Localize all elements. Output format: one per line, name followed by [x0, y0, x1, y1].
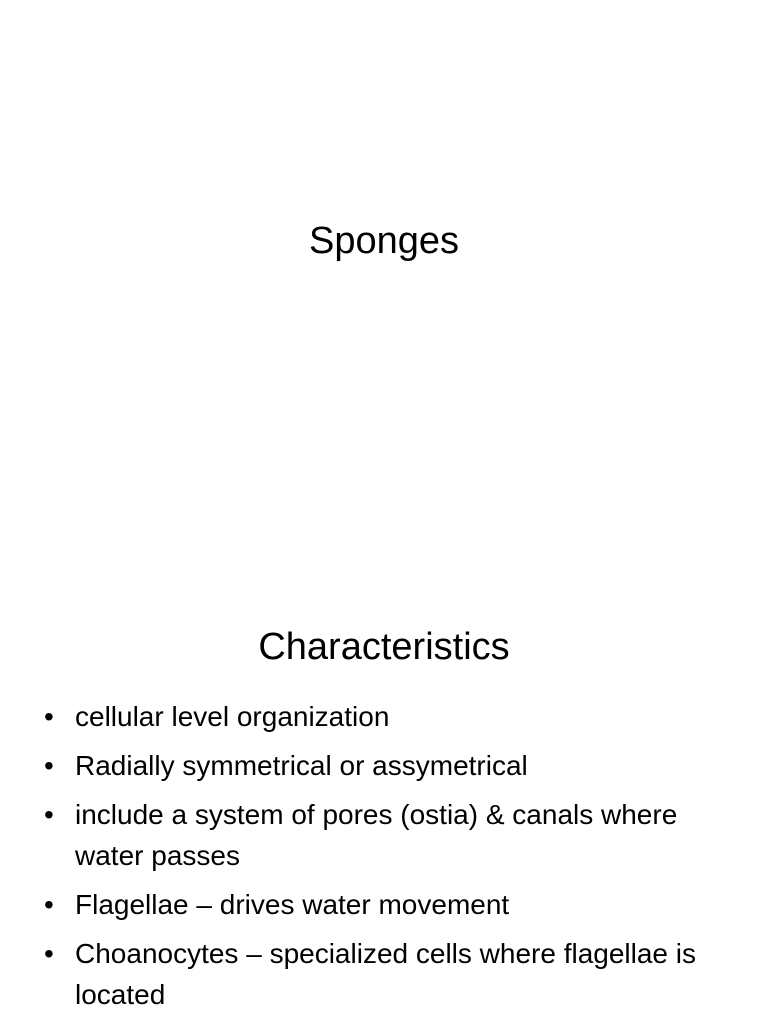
bullet-text: include a system of pores (ostia) & canals where water passes: [75, 799, 678, 871]
bullet-icon: •: [44, 750, 54, 781]
slide-title: Characteristics: [258, 626, 510, 668]
bullet-item: [44, 794, 734, 876]
bullet-icon: •: [44, 889, 54, 920]
bullet-item: [44, 884, 734, 925]
bullet-text: Radially symmetrical or assymetrical: [75, 750, 528, 781]
bullet-item: [44, 745, 734, 786]
bullet-list: [44, 696, 734, 1023]
slide-title: Sponges: [308, 220, 459, 262]
bullet-icon: •: [44, 701, 54, 732]
bullet-item: [44, 696, 734, 737]
bullet-text: Choanocytes – specialized cells where flagellae is located: [75, 938, 697, 1010]
slide-2: [0, 576, 768, 1024]
bullet-icon: •: [44, 938, 54, 969]
bullet-icon: •: [44, 799, 54, 830]
bullet-text: Flagellae – drives water movement: [75, 889, 510, 920]
bullet-item: [44, 933, 734, 1015]
bullet-text: cellular level organization: [75, 701, 390, 732]
